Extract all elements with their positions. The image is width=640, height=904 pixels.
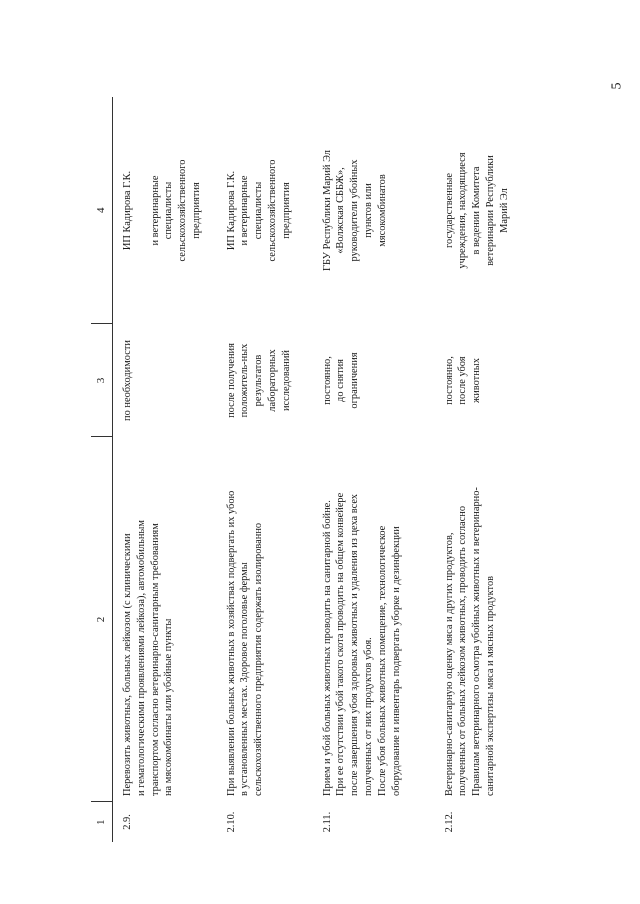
page-number: 5 bbox=[609, 82, 625, 90]
table-row-2-12 bbox=[435, 97, 539, 842]
measure-responsible: ИП Кадирова Г.К. и ветеринарные специалисты сельскохозяйственного предприятия bbox=[225, 159, 292, 262]
measure-term: постоянно, после убоя животных bbox=[443, 356, 483, 405]
column-header-4: 4 bbox=[91, 97, 113, 324]
measures-table bbox=[91, 97, 539, 842]
table-row-2-11 bbox=[313, 97, 435, 842]
column-header-2: 2 bbox=[91, 437, 113, 802]
measure-text: Перевозить животных, больных лейкозом (с клиническими и гематологическими проявлениями лейкоза), автомобильным транспортом согласно ветеринарно-санитарным требованиям на мясокомбинаты или убойные пункты bbox=[122, 520, 175, 796]
row-number: 2.11. bbox=[321, 811, 333, 833]
measure-text: При выявлении больных животных в хозяйствах подвергать их убою в установленных местах. Здоровое поголовье фермы сельскохозяйственного предприятия содержать изолированно bbox=[225, 490, 265, 796]
row-number: 2.9. bbox=[122, 814, 133, 830]
table-row-2-10 bbox=[217, 97, 313, 842]
measure-text: Прием и убой больных животных проводить на санитарной бойне. При ее отсутствии убой такого скота проводить на общем конвейере после завершения убоя здоровых животных и удаления из цеха всех полученных от них продуктов убоя. После убоя больных животных помещение, технологическое оборудование и инвентарь подвергать уборке и дезинфекции bbox=[321, 492, 402, 796]
column-header-3: 3 bbox=[91, 324, 113, 437]
table-header-row bbox=[91, 97, 113, 842]
measure-responsible: ИП Кадирова Г.К. и ветеринарные специалисты сельскохозяйственного предприятия bbox=[122, 159, 203, 262]
measure-term: по необходимости bbox=[122, 340, 133, 421]
column-header-1: 1 bbox=[91, 802, 113, 842]
rotated-table-wrapper bbox=[91, 97, 543, 842]
table-row-2-9 bbox=[113, 97, 217, 842]
measure-responsible: государственные учреждения, находящиеся в ведении Комитета ветеринарии Республики Марий Эл bbox=[443, 152, 510, 269]
measure-responsible: ГБУ Республики Марий Эл «Волжская СББЖ», руководители убойных пунктов или мясокомбинатов bbox=[321, 150, 388, 271]
measure-text: Ветеринарно-санитарную оценку мяса и других продуктов, полученных от больных лейкозом животных, проводить согласно Правилам ветеринарного осмотра убойных животных и ветеринарно- санитарной экспертизы мяса и мясных продуктов bbox=[443, 487, 496, 796]
row-number: 2.12. bbox=[443, 811, 455, 833]
measure-term: постоянно, до снятия ограничения bbox=[321, 352, 361, 409]
measure-term: после получения положитель-ных результатов лабораторных исследований bbox=[225, 343, 292, 418]
row-number: 2.10. bbox=[225, 811, 237, 833]
